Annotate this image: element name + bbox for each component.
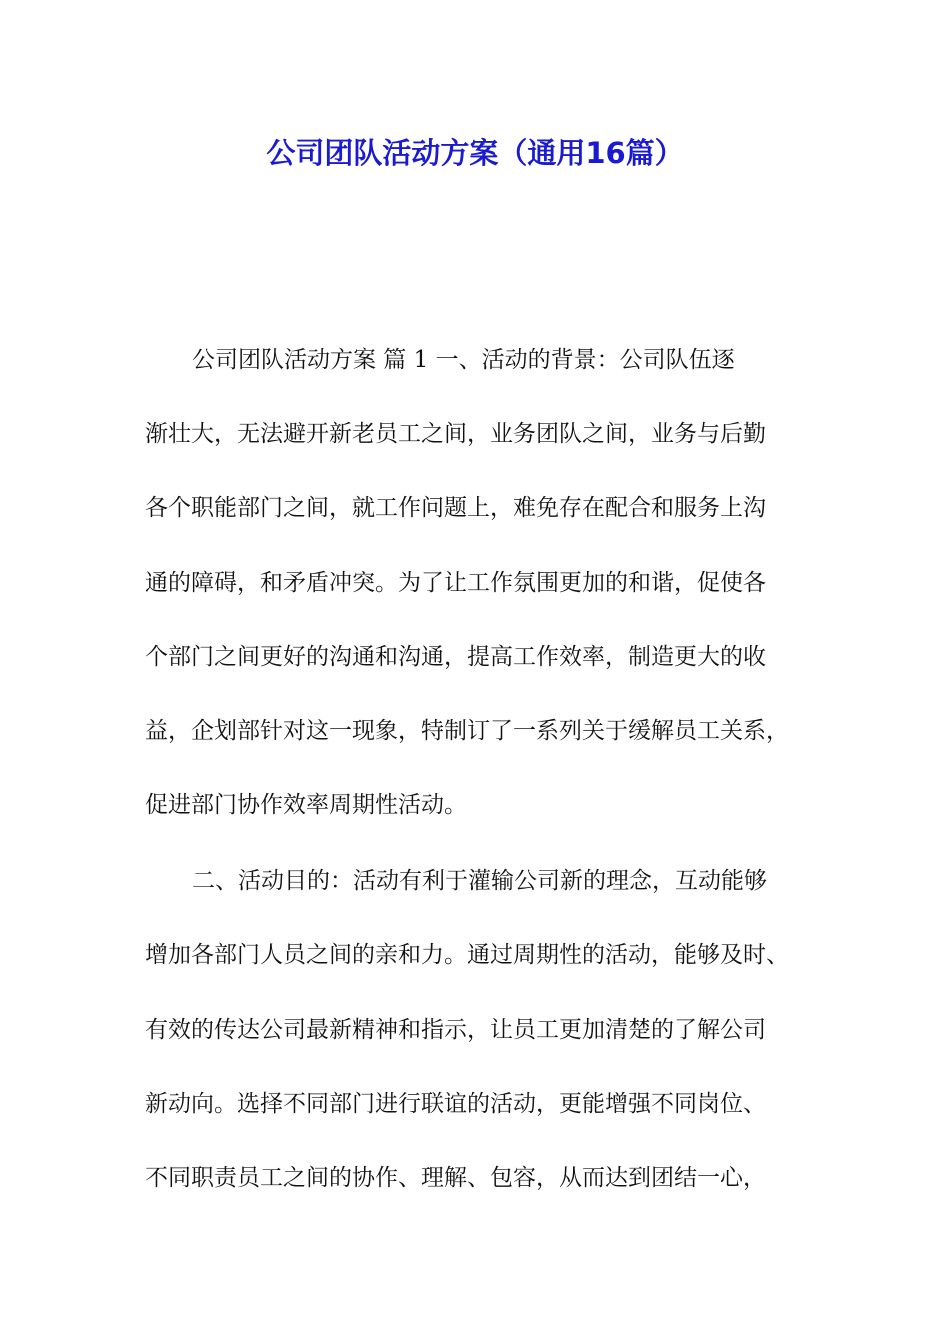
paragraph-line: 促进部门协作效率周期性活动。 (145, 792, 467, 818)
paragraph-line: 新动向。选择不同部门进行联谊的活动，更能增强不同岗位、 (145, 1091, 766, 1117)
paragraph-line: 各个职能部门之间，就工作问题上，难免存在配合和服务上沟 (145, 495, 766, 521)
paragraph-line: 增加各部门人员之间的亲和力。通过周期性的活动，能够及时、 (145, 942, 789, 968)
paragraph-line: 不同职责员工之间的协作、理解、包容，从而达到团结一心， (145, 1165, 766, 1191)
paragraph-line: 益，企划部针对这一现象，特制订了一系列关于缓解员工关系， (145, 718, 789, 744)
paragraph-line: 个部门之间更好的沟通和沟通，提高工作效率，制造更大的收 (145, 644, 766, 670)
paragraph-line: 二、活动目的：活动有利于灌输公司新的理念，互动能够 (192, 868, 767, 894)
paragraph-line: 公司团队活动方案 篇 1 一、活动的背景：公司队伍逐 (192, 347, 735, 373)
paragraph-line: 通的障碍，和矛盾冲突。为了让工作氛围更加的和谐，促使各 (145, 570, 766, 596)
document-title: 公司团队活动方案（通用16篇） (266, 136, 684, 170)
paragraph-line: 渐壮大，无法避开新老员工之间，业务团队之间，业务与后勤 (145, 421, 766, 447)
paragraph-line: 有效的传达公司最新精神和指示，让员工更加清楚的了解公司 (145, 1017, 766, 1043)
